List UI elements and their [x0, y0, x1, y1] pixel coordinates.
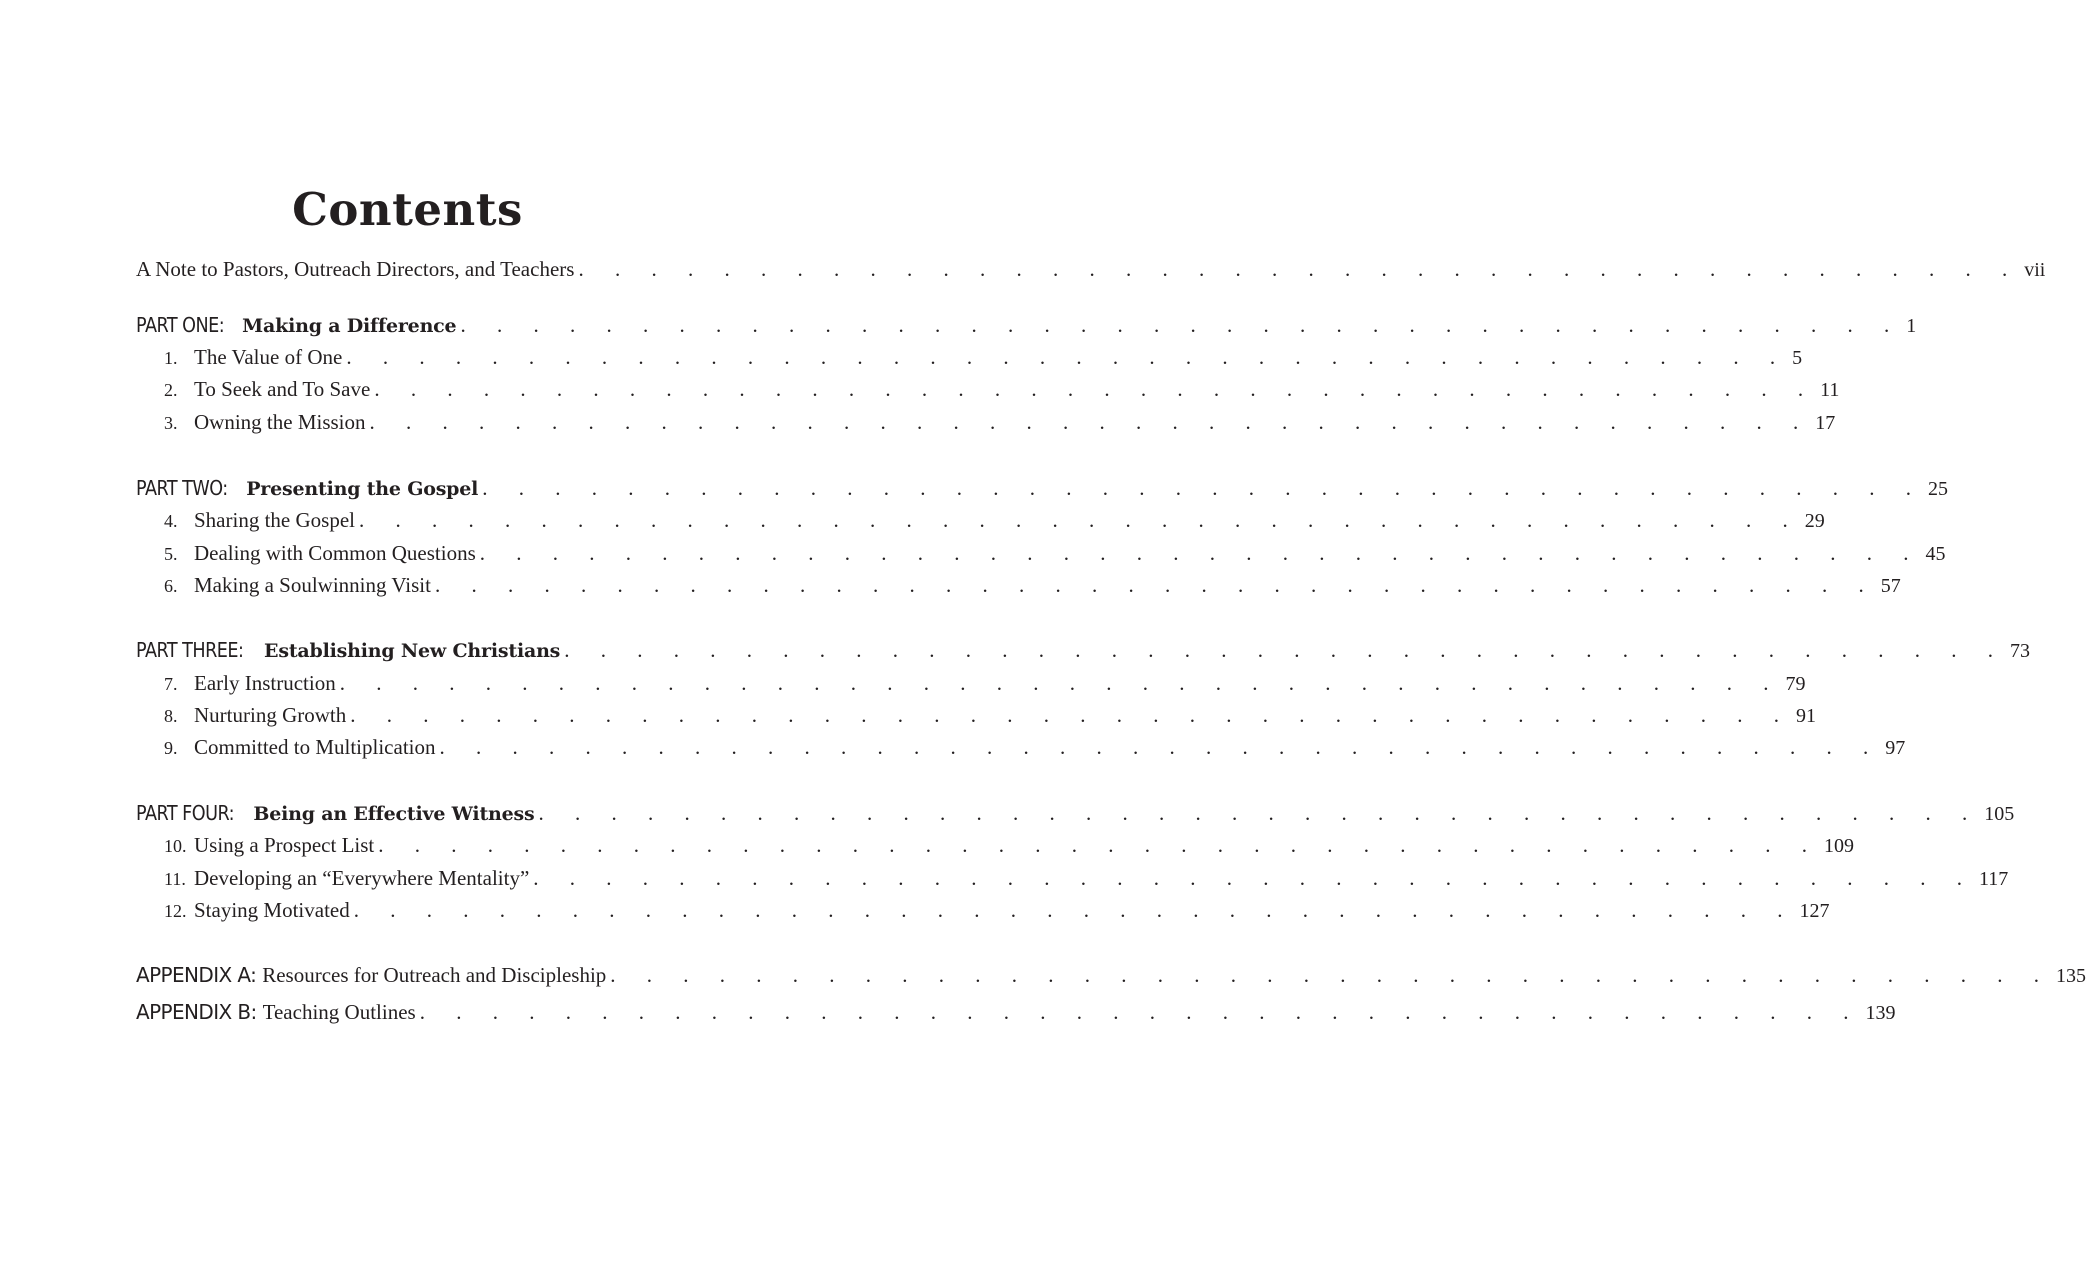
page-number: 25: [1927, 478, 1948, 500]
toc-entry-chapter-8[interactable]: [136, 699, 1816, 731]
part-title: Establishing New Christians: [264, 640, 561, 662]
chapter-title: To Seek and To Save: [194, 377, 371, 401]
page-number: 109: [1823, 835, 1854, 857]
dot-leader: . . . . . . . . . . . . . . . . . . . . . . . . . . . . . . . . . . . . . . . .: [578, 257, 2021, 281]
dot-leader: . . . . . . . . . . . . . . . . . . . . . . . . . . . . . . . . . . . . . . . .: [358, 508, 1801, 532]
toc-entry-chapter-4[interactable]: [136, 504, 1825, 536]
toc-entry-part-one[interactable]: [136, 309, 1917, 341]
chapter-number: 12.: [164, 901, 187, 921]
dot-leader: . . . . . . . . . . . . . . . . . . . . . . . . . . . . . . . . . . . . . . . .: [479, 541, 1922, 565]
toc-entry-chapter-1[interactable]: [136, 341, 1803, 373]
chapter-title: Early Instruction: [194, 671, 336, 695]
toc-entry-part-three[interactable]: [136, 634, 2030, 666]
toc-entry-appendix-b[interactable]: [136, 996, 1896, 1028]
page-number: 117: [1979, 868, 2009, 890]
page-number: 29: [1804, 510, 1825, 532]
chapter-number: 11.: [164, 869, 186, 889]
chapter-number: 8.: [164, 706, 178, 726]
chapter-title: Sharing the Gospel: [194, 508, 355, 532]
toc-entry-chapter-5[interactable]: [136, 537, 1946, 569]
page-number: 17: [1815, 412, 1836, 434]
dot-leader: . . . . . . . . . . . . . . . . . . . . . . . . . . . . . . . . . . . . . . . .: [350, 703, 1792, 727]
toc-entry-chapter-6[interactable]: [136, 569, 1901, 601]
dot-leader: . . . . . . . . . . . . . . . . . . . . . . . . . . . . . . . . . . . . . . . .: [434, 573, 1877, 597]
page-number: 45: [1925, 543, 1946, 565]
chapter-title: Using a Prospect List: [194, 833, 375, 857]
dot-leader: . . . . . . . . . . . . . . . . . . . . . . . . . . . . . . . . . . . . . . . .: [339, 671, 1782, 695]
chapter-number: 7.: [164, 674, 178, 694]
toc-entry-chapter-10[interactable]: [136, 829, 1854, 861]
page-number: 1: [1906, 315, 1917, 337]
toc-entry-appendix-a[interactable]: [136, 959, 2086, 991]
dot-leader: . . . . . . . . . . . . . . . . . . . . . . . . . . . . . . . . . . . . . . . .: [369, 410, 1812, 434]
page-number: 11: [1820, 379, 1840, 401]
dot-leader: . . . . . . . . . . . . . . . . . . . . . . . . . . . . . . . . . . . . . . . .: [564, 638, 2006, 662]
chapter-title: Dealing with Common Questions: [194, 541, 476, 565]
chapter-number: 1.: [164, 348, 178, 368]
chapter-title: The Value of One: [194, 345, 343, 369]
toc-entry-part-two[interactable]: [136, 472, 1948, 504]
page-number: 97: [1885, 737, 1906, 759]
toc-entry-note[interactable]: [136, 253, 2046, 285]
chapter-title: Owning the Mission: [194, 410, 366, 434]
chapter-title: Developing an “Everywhere Mentality”: [194, 866, 530, 890]
appendix-prefix: APPENDIX B:: [136, 1000, 257, 1024]
chapter-number: 4.: [164, 511, 178, 531]
page-number: 139: [1865, 1002, 1896, 1024]
chapter-title: Nurturing Growth: [194, 703, 347, 727]
chapter-number: 6.: [164, 576, 178, 596]
page-number: 91: [1795, 705, 1816, 727]
chapter-number: 2.: [164, 380, 178, 400]
toc-entry-chapter-7[interactable]: [136, 667, 1806, 699]
dot-leader: . . . . . . . . . . . . . . . . . . . . . . . . . . . . . . . . . . . . . . . .: [533, 866, 1976, 890]
dot-leader: . . . . . . . . . . . . . . . . . . . . . . . . . . . . . . . . . . . . . . . .: [353, 898, 1796, 922]
appendix-prefix: APPENDIX A:: [136, 963, 257, 987]
part-prefix: PART TWO:: [136, 476, 228, 500]
page-number: 5: [1792, 347, 1803, 369]
part-prefix: PART ONE:: [136, 313, 225, 337]
page-number: 57: [1880, 575, 1901, 597]
dot-leader: . . . . . . . . . . . . . . . . . . . . . . . . . . . . . . . . . . . . . . . .: [460, 313, 1903, 337]
part-prefix: PART FOUR:: [136, 801, 235, 825]
page-number: 73: [2009, 640, 2030, 662]
toc-entry-chapter-11[interactable]: [136, 862, 2009, 894]
page-number: 105: [1984, 803, 2015, 825]
chapter-number: 3.: [164, 413, 178, 433]
toc-entry-chapter-9[interactable]: [136, 731, 1906, 763]
dot-leader: . . . . . . . . . . . . . . . . . . . . . . . . . . . . . . . . . . . . . . . .: [482, 476, 1924, 500]
toc-entry-chapter-12[interactable]: [136, 894, 1830, 926]
part-prefix: PART THREE:: [136, 638, 244, 662]
entry-title: A Note to Pastors, Outreach Directors, and Teachers: [136, 257, 575, 281]
page-number: 135: [2056, 965, 2086, 987]
dot-leader: . . . . . . . . . . . . . . . . . . . . . . . . . . . . . . . . . . . . . . . .: [538, 801, 1981, 825]
chapter-number: 10.: [164, 836, 187, 856]
toc-entry-chapter-3[interactable]: [136, 406, 1836, 438]
page-number: vii: [2024, 259, 2046, 281]
part-title: Making a Difference: [242, 315, 457, 337]
toc-entry-chapter-2[interactable]: [136, 373, 1840, 405]
chapter-number: 5.: [164, 544, 178, 564]
dot-leader: . . . . . . . . . . . . . . . . . . . . . . . . . . . . . . . . . . . . . . . .: [346, 345, 1789, 369]
appendix-title: Teaching Outlines: [262, 1000, 416, 1024]
chapter-title: Staying Motivated: [194, 898, 350, 922]
part-title: Presenting the Gospel: [246, 478, 479, 500]
toc-entry-part-four[interactable]: [136, 797, 2015, 829]
page-number: 127: [1799, 900, 1830, 922]
chapter-number: 9.: [164, 738, 178, 758]
dot-leader: . . . . . . . . . . . . . . . . . . . . . . . . . . . . . . . . . . . . . . . .: [439, 735, 1882, 759]
dot-leader: . . . . . . . . . . . . . . . . . . . . . . . . . . . . . . . . . . . . . . . .: [378, 833, 1820, 857]
chapter-title: Making a Soulwinning Visit: [194, 573, 431, 597]
dot-leader: . . . . . . . . . . . . . . . . . . . . . . . . . . . . . . . . . . . . . . . .: [419, 1000, 1862, 1024]
appendix-title: Resources for Outreach and Discipleship: [262, 963, 607, 987]
dot-leader: . . . . . . . . . . . . . . . . . . . . . . . . . . . . . . . . . . . . . . . .: [610, 963, 2053, 987]
part-title: Being an Effective Witness: [253, 803, 535, 825]
chapter-title: Committed to Multiplication: [194, 735, 436, 759]
page-number: 79: [1785, 673, 1806, 695]
dot-leader: . . . . . . . . . . . . . . . . . . . . . . . . . . . . . . . . . . . . . . . .: [374, 377, 1817, 401]
page-title: Contents: [292, 183, 523, 237]
